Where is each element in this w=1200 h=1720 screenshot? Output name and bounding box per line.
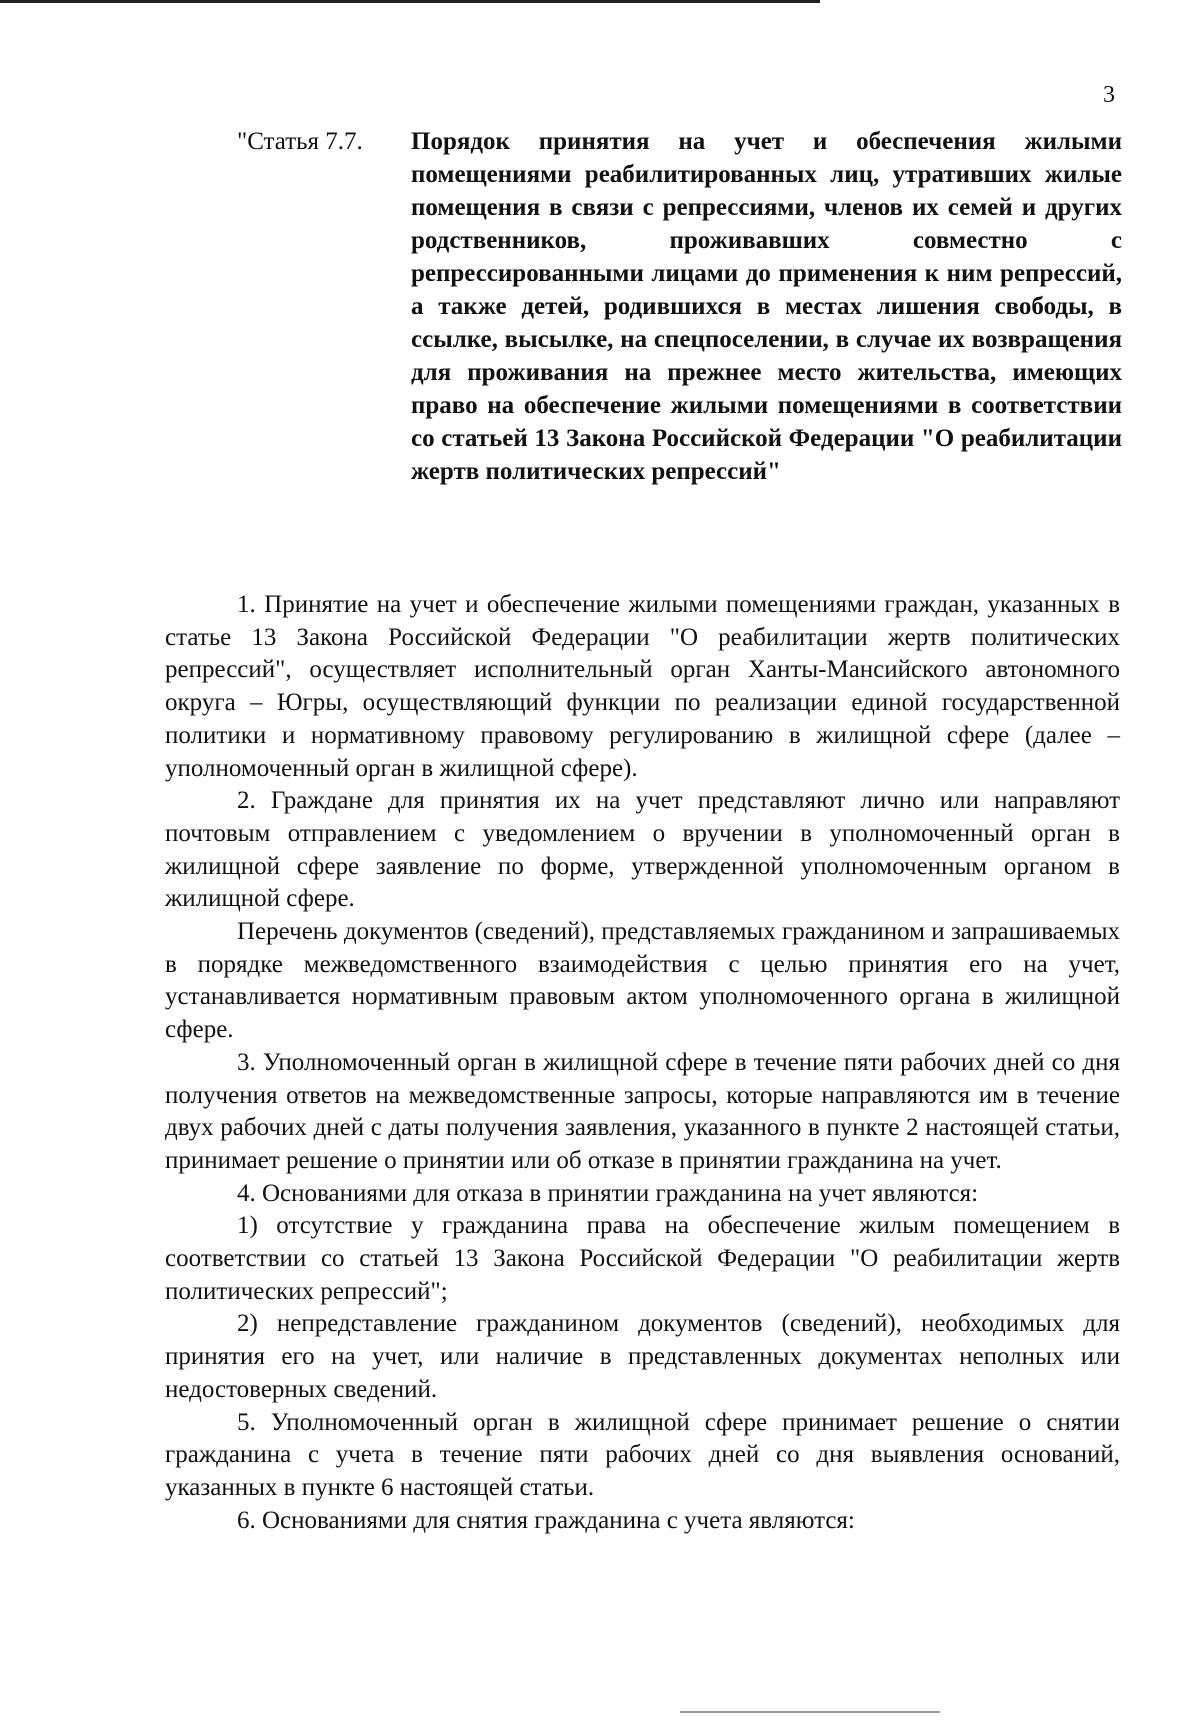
paragraph-4-item-1: 1) отсутствие у гражданина права на обеспечение жилым помещением в соответствии со статьей 13 Закона Российской Федерации "О реабилитации жертв политических репрессий"; bbox=[165, 1212, 1120, 1305]
paragraph-3: 3. Уполномоченный орган в жилищной сфере в течение пяти рабочих дней со дня получения ответов на межведомственные запросы, которые направляются им в течение двух рабочих дней с даты получения заявления, указанного в пункте 2 настоящей статьи, принимает решение о принятии или об отказе в принятии гражданина на учет. bbox=[165, 1048, 1120, 1174]
paragraph-6: 6. Основаниями для снятия гражданина с учета являются: bbox=[237, 1506, 855, 1534]
top-scan-border bbox=[0, 0, 820, 3]
article-body bbox=[165, 589, 1120, 1537]
bottom-scan-mark bbox=[680, 1711, 940, 1713]
paragraph-4: 4. Основаниями для отказа в принятии гражданина на учет являются: bbox=[237, 1179, 979, 1207]
paragraph-2: 2. Граждане для принятия их на учет представляют лично или направляют почтовым отправлением с уведомлением о вручении в уполномоченный орган в жилищной сфере заявление по форме, утвержденной уполномоченным органом в жилищной сфере. bbox=[165, 787, 1120, 913]
article-title: Порядок принятия на учет и обеспечения жилыми помещениями реабилитированных лиц, утративших жилые помещения в связи с репрессиями, членов их семей и других родственников, проживавших совместно с репрессированными лицами до применения к ним репрессий, а также детей, родившихся в местах лишения свободы, в ссылке, высылке, на спецпоселении, в случае их возвращения для проживания на прежнее место жительства, имеющих право на обеспечение жилыми помещениями в соответствии со статьей 13 Закона Российской Федерации "О реабилитации жертв политических репрессий" bbox=[411, 128, 1122, 485]
paragraph-1: 1. Принятие на учет и обеспечение жилыми помещениями граждан, указанных в статье 13 Закона Российской Федерации "О реабилитации жертв политических репрессий", осуществляет исполнительный орган Ханты-Мансийского автономного округа – Югры, осуществляющий функции по реализации единой государственной политики и нормативному правовому регулированию в жилищной сфере (далее – уполномоченный орган в жилищной сфере). bbox=[165, 591, 1120, 782]
paragraph-5: 5. Уполномоченный орган в жилищной сфере принимает решение о снятии гражданина с учета в течение пяти рабочих дней со дня выявления оснований, указанных в пункте 6 настоящей статьи. bbox=[165, 1408, 1120, 1501]
paragraph-4-item-2: 2) непредставление гражданином документов (сведений), необходимых для принятия его на учет, или наличие в представленных документах неполных или недостоверных сведений. bbox=[165, 1310, 1120, 1403]
page-number: 3 bbox=[1103, 82, 1115, 108]
paragraph-2-documents-list: Перечень документов (сведений), представляемых гражданином и запрашиваемых в порядке межведомственного взаимодействия с целью принятия его на учет, устанавливается нормативным правовым актом уполномоченного органа в жилищной сфере. bbox=[165, 918, 1120, 1044]
article-number: "Статья 7.7. bbox=[237, 128, 363, 155]
